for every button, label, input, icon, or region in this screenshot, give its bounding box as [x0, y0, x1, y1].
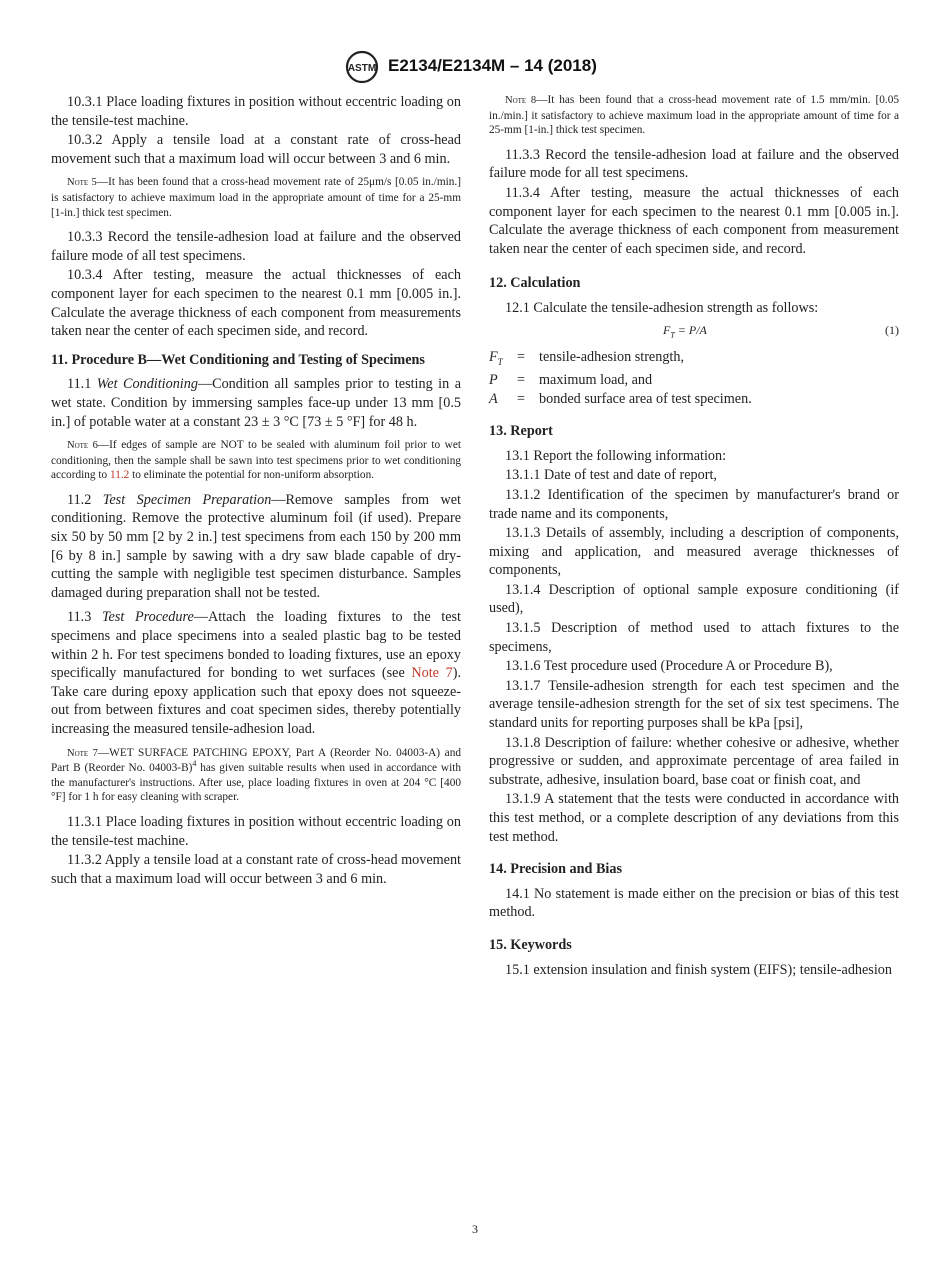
section-11-heading: 11. Procedure B—Wet Conditioning and Testing of Specimens — [51, 351, 425, 368]
note-7-text-end: has given suitable results when used in accordance with the manufacturer's instructions. After use, place loading fixtures in oven at 204 °C [400 °F] for 1 h for easy cleaning with scraper. — [51, 762, 462, 804]
report-item: 13.1.1 Date of test and date of report, — [505, 467, 717, 484]
note-5 — [51, 175, 461, 220]
equation-subscript: T — [670, 329, 675, 339]
section-11-3-text-end: ). Take care during epoxy application such that epoxy does not squeeze-out from between fixtures and coat specimen sides, thereby potentially increasing the measured tensile-adhesion load. — [51, 665, 461, 737]
report-item: 13.1.6 Test procedure used (Procedure A or Procedure B), — [505, 658, 833, 675]
note-8-text: —It has been found that a cross-head movement rate of 1.5 mm/min. [0.05 in./min.] it satisfactory to achieve maximum load in the appropriate amount of time for a 25-mm [1-in.] thick test specimen. — [489, 94, 899, 137]
section-13-heading: 13. Report — [489, 423, 553, 440]
section-11-3 — [51, 608, 461, 738]
report-item: 13.1.7 Tensile-adhesion strength for each test specimen and the average tensile-adhesion strength for the set of six test specimens. The standard units for reporting purposes shall be kPa [psi], — [489, 677, 899, 732]
footnote-4-superscript: 4 — [192, 759, 197, 769]
astm-logo-icon — [343, 50, 381, 84]
section-10-3-2: 10.3.2 Apply a tensile load at a constant rate of cross-head movement such that a maximum load will occur between 3 and 6 min. — [51, 132, 461, 167]
variable-symbol — [489, 348, 517, 371]
equals-sign: = — [517, 390, 526, 407]
report-item: 13.1.3 Details of assembly, including a description of components, mixing and application, and measured average thicknesses of components, — [489, 525, 899, 579]
section-12-heading: 12. Calculation — [489, 275, 581, 292]
section-11-2 — [51, 491, 461, 603]
report-item: 13.1.9 A statement that the tests were conducted in accordance with this test method, or a complete description of any deviations from this test method. — [489, 791, 899, 845]
variable-row — [489, 371, 899, 390]
section-15-1: 15.1 extension insulation and finish system (EIFS); tensile-adhesion — [505, 961, 892, 978]
report-item: 13.1 Report the following information: — [505, 447, 727, 464]
equation-1 — [489, 320, 899, 340]
note-5-text: —It has been found that a cross-head movement rate of 25μm/s [0.05 in./min.] is satisfactory to achieve maximum load in the appropriate amount of time for a 25-mm [1-in.] thick test specimen. — [51, 176, 461, 219]
equation-lhs: F — [663, 322, 671, 337]
section-11-2-text: —Remove samples from wet conditioning. Remove the protective aluminum foil (if used). Prepare six 50 by 50 mm [2 by 2 in.] test specimens from each 150 by 200 mm [6 by 8 in.] sample by sawing with a dry saw blade capable of dry-cutting the sample with negligible test specimen disturbance. Samples damaged during preparation shall not be tested. — [51, 491, 461, 601]
section-14-1: 14.1 No statement is made either on the precision or bias of this test method. — [489, 885, 899, 921]
section-11-2-title: Test Specimen Preparation — [102, 491, 272, 508]
note-5-label: Note 5 — [67, 177, 97, 189]
section-10-3-3: 10.3.3 Record the tensile-adhesion load at failure and the observed failure mode of all test specimens. — [51, 229, 461, 264]
note-6-text: —If edges of sample are NOT to be sealed with aluminum foil prior to wet conditioning, then the sample shall be sawn into test specimens prior to wet conditioning according to — [51, 439, 461, 482]
variable-row — [489, 390, 899, 409]
report-item: 13.1.2 Identification of the specimen by manufacturer's brand or trade name and its components, — [489, 486, 899, 522]
variable-symbol: A — [489, 390, 498, 407]
note-7-label: Note 7 — [67, 747, 98, 759]
section-10-3-1: 10.3.1 Place loading fixtures in position without eccentric loading on the tensile-test machine. — [51, 94, 461, 129]
section-14-heading: 14. Precision and Bias — [489, 861, 622, 878]
section-11-1-title: Wet Conditioning — [96, 376, 198, 393]
report-item: 13.1.4 Description of optional sample exposure conditioning (if used), — [489, 581, 899, 617]
section-10-3-4: 10.3.4 After testing, measure the actual thicknesses of each component layer for each specimen to the nearest 0.1 mm [0.005 in.]. Calculate the average thickness of each component from measurements taken near the center of each specimen side, and record. — [51, 267, 461, 340]
note-6 — [51, 438, 461, 483]
document-title: E2134/E2134M – 14 (2018) — [388, 56, 597, 75]
section-15-heading: 15. Keywords — [489, 936, 572, 953]
section-11-1 — [51, 375, 461, 431]
equation-rhs: = P/A — [674, 322, 707, 337]
section-11-3-title: Test Procedure — [101, 609, 194, 626]
section-11-3-2: 11.3.2 Apply a tensile load at a constant rate of cross-head movement such that a maximum load will occur between 3 and 6 min. — [51, 852, 461, 887]
section-11-2-link[interactable]: 11.2 — [109, 469, 130, 482]
right-column — [489, 93, 899, 980]
report-item: 13.1.5 Description of method used to attach fixtures to the specimens, — [489, 620, 899, 655]
note-7 — [51, 746, 461, 805]
report-item: 13.1.8 Description of failure: whether cohesive or adhesive, whether progressive or sudden, and approximate percentage of area failed in substrate, adhesive, insulation board, base coat or finish coat, and — [489, 734, 899, 788]
equation-formula — [663, 323, 707, 339]
section-11-2-number: 11.2 — [67, 491, 103, 508]
section-11-3-1: 11.3.1 Place loading fixtures in position without eccentric loading on the tensile-test machine. — [51, 813, 461, 849]
note-7-link[interactable]: Note 7 — [411, 665, 453, 682]
section-12-1: 12.1 Calculate the tensile-adhesion strength as follows: — [505, 299, 819, 316]
section-11-3-3: 11.3.3 Record the tensile-adhesion load at failure and the observed failure mode for all test specimens. — [489, 146, 899, 182]
svg-text:ASTM: ASTM — [347, 63, 377, 74]
equals-sign: = — [517, 348, 526, 365]
variable-definitions — [489, 348, 899, 409]
section-11-1-number: 11.1 — [67, 376, 97, 393]
variable-description: maximum load, and — [539, 371, 653, 388]
left-column — [51, 93, 461, 889]
equation-number: (1) — [885, 322, 899, 337]
variable-row — [489, 348, 899, 371]
section-11-3-number: 11.3 — [67, 609, 102, 626]
page-header — [0, 50, 950, 86]
variable-description: bonded surface area of test specimen. — [539, 390, 752, 407]
variable-letter: F — [489, 348, 498, 365]
section-11-3-text: —Attach the loading fixtures to the test specimens and place specimens into a sealed plastic bag to be tested within 2 h. For test specimens bonded to loading fixtures, use an epoxy specifically manufactured for bonding to wet surfaces (see — [51, 609, 461, 682]
variable-subscript: T — [497, 356, 503, 367]
note-8 — [489, 93, 899, 138]
page-number: 3 — [472, 1222, 478, 1236]
note-6-label: Note 6 — [67, 440, 98, 452]
section-11-3-4: 11.3.4 After testing, measure the actual thicknesses of each component layer for each specimen to the nearest 0.1 mm [0.005 in.]. Calculate the average thickness of each component from measurement taken near the center of each specimen side, and record. — [489, 184, 899, 257]
section-11-1-text: —Condition all samples prior to testing in a wet state. Condition by immersing samples face-up under 13 mm [0.5 in.] of potable water at a constant 23 ± 3 °C [73 ± 5 °F] for 48 h. — [51, 376, 461, 430]
equals-sign: = — [517, 371, 526, 388]
note-8-label: Note 8 — [505, 95, 537, 106]
note-7-text: —WET SURFACE PATCHING EPOXY, Part A (Reorder No. 04003-A) and Part B (Reorder No. 04003-B) — [51, 746, 461, 775]
variable-description: tensile-adhesion strength, — [539, 348, 684, 365]
variable-symbol: P — [489, 371, 498, 388]
note-6-text-end: to eliminate the potential for non-uniform absorption. — [129, 469, 375, 482]
